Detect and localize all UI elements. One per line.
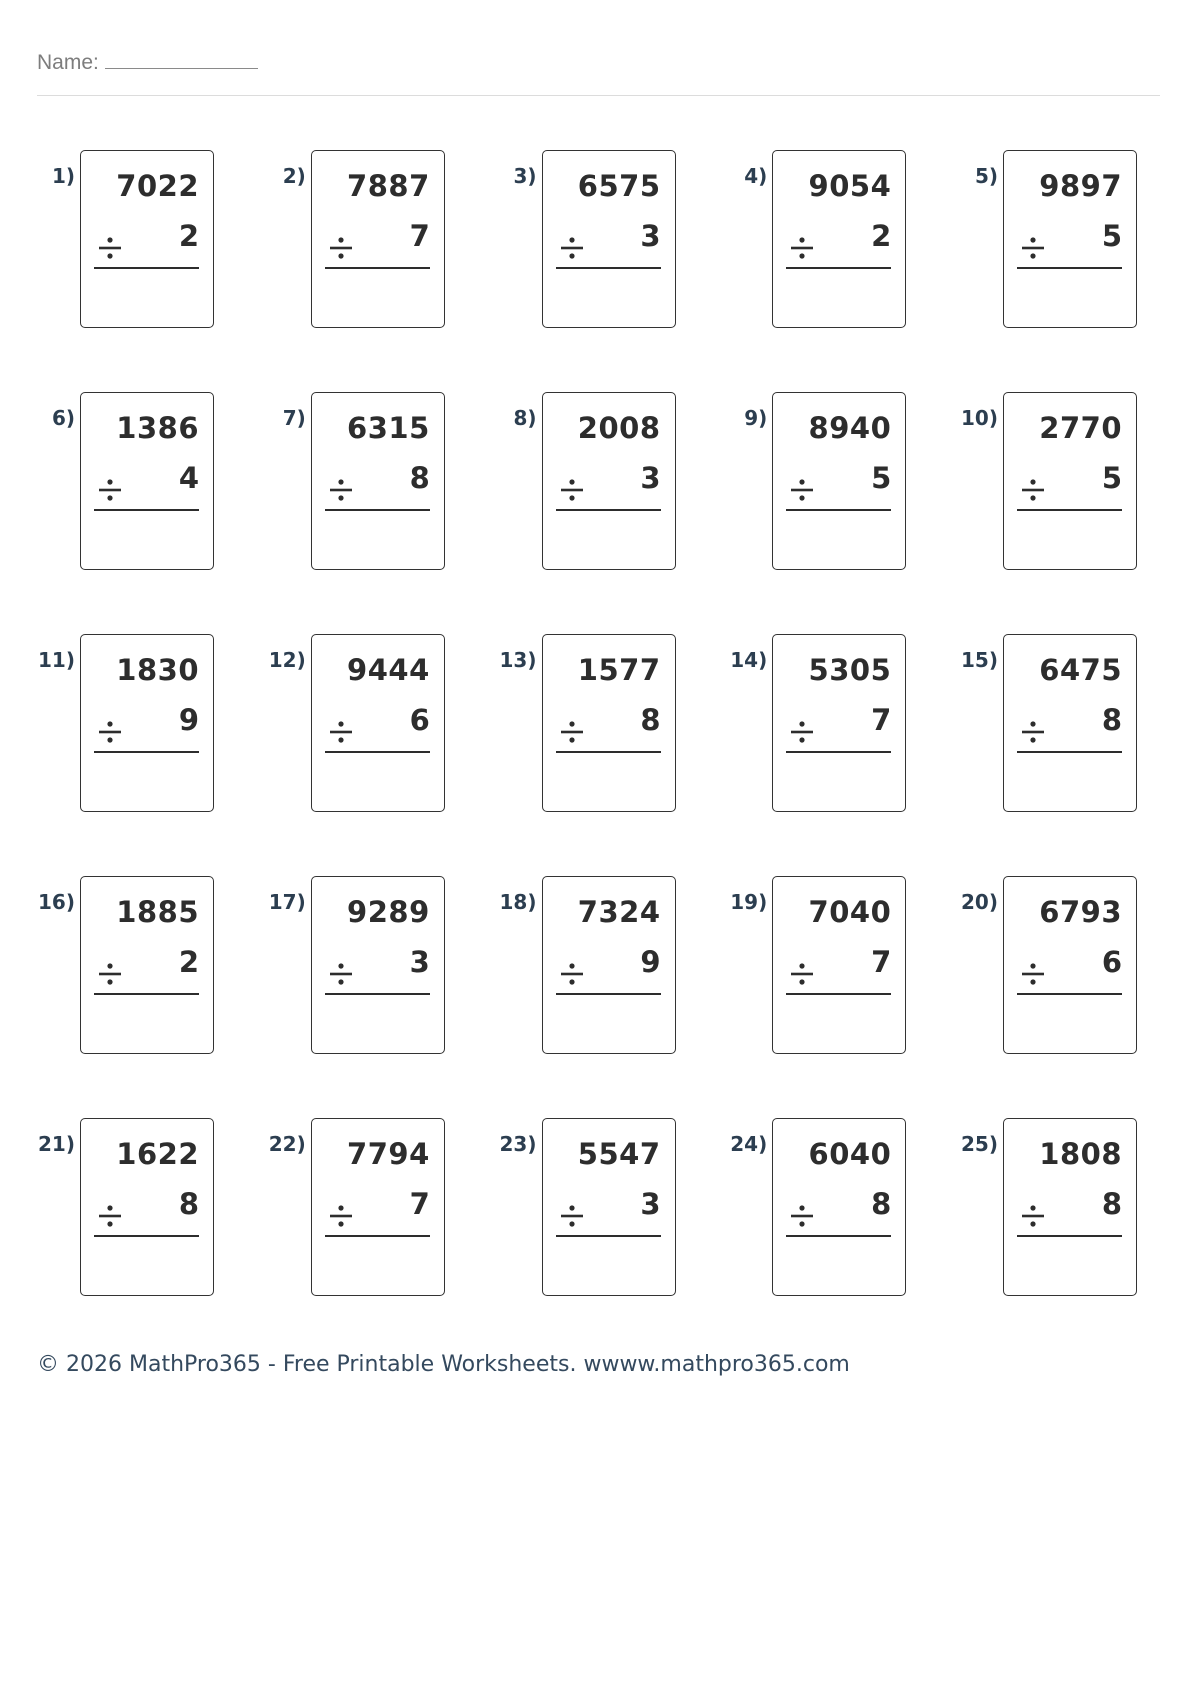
divisor: 2 (178, 219, 199, 253)
divisor: 8 (1101, 703, 1122, 737)
answer-line (556, 267, 661, 269)
answer-line (786, 1235, 891, 1237)
name-field[interactable] (37, 50, 258, 75)
problem-number: 16) (38, 890, 75, 914)
problem-card (772, 876, 906, 1054)
division-sign-icon (1020, 477, 1046, 503)
divisor: 6 (1101, 945, 1122, 979)
answer-line (325, 1235, 430, 1237)
dividend: 9289 (347, 895, 430, 929)
problem-card (311, 392, 445, 570)
dividend: 9897 (1039, 169, 1122, 203)
problem-item (37, 874, 268, 1116)
name-blank-line[interactable] (105, 50, 258, 69)
problem-item (499, 390, 730, 632)
division-sign-icon (559, 235, 585, 261)
problem-number: 17) (268, 890, 306, 914)
division-sign-icon (1020, 235, 1046, 261)
problem-item (268, 632, 499, 874)
problem-number: 23) (499, 1132, 537, 1156)
answer-line (556, 993, 661, 995)
division-sign-icon (789, 1203, 815, 1229)
division-sign-icon (789, 477, 815, 503)
divisor: 8 (1101, 1187, 1122, 1221)
answer-line (325, 267, 430, 269)
header-divider (37, 95, 1160, 96)
division-sign-icon (97, 961, 123, 987)
problem-card (1003, 150, 1137, 328)
problem-card (772, 1118, 906, 1296)
problem-number: 6) (51, 406, 75, 430)
problem-grid (37, 148, 1137, 1308)
dividend: 5305 (808, 653, 892, 687)
answer-line (94, 509, 199, 511)
name-label: Name: (37, 51, 99, 74)
problem-item (37, 1116, 268, 1358)
answer-line (786, 751, 891, 753)
division-sign-icon (328, 961, 354, 987)
problem-number: 11) (38, 648, 75, 672)
problem-card (1003, 876, 1137, 1054)
dividend: 1386 (116, 411, 199, 445)
division-sign-icon (559, 477, 585, 503)
answer-line (325, 993, 430, 995)
division-sign-icon (559, 719, 585, 745)
divisor: 8 (640, 703, 661, 737)
problem-card (80, 150, 214, 328)
division-sign-icon (1020, 1203, 1046, 1229)
dividend: 9444 (347, 653, 430, 687)
problem-card (311, 876, 445, 1054)
problem-item (499, 874, 730, 1116)
divisor: 7 (409, 1187, 430, 1221)
divisor: 7 (871, 945, 892, 979)
dividend: 1885 (116, 895, 199, 929)
answer-line (786, 993, 891, 995)
problem-item (268, 148, 499, 390)
problem-number: 19) (730, 890, 768, 914)
division-sign-icon (97, 235, 123, 261)
divisor: 6 (409, 703, 430, 737)
problem-item (499, 632, 730, 874)
problem-card (772, 150, 906, 328)
division-sign-icon (97, 719, 123, 745)
problem-number: 24) (730, 1132, 768, 1156)
answer-line (94, 1235, 199, 1237)
problem-number: 15) (961, 648, 998, 672)
problem-card (311, 150, 445, 328)
dividend: 6040 (808, 1137, 892, 1171)
divisor: 4 (178, 461, 199, 495)
division-sign-icon (328, 1203, 354, 1229)
dividend: 6315 (347, 411, 430, 445)
problem-card (80, 392, 214, 570)
problem-item (268, 874, 499, 1116)
problem-card (1003, 634, 1137, 812)
division-sign-icon (1020, 719, 1046, 745)
dividend: 2008 (577, 411, 661, 445)
dividend: 8940 (808, 411, 892, 445)
problem-number: 5) (974, 164, 998, 188)
problem-number: 21) (38, 1132, 75, 1156)
division-sign-icon (97, 1203, 123, 1229)
problem-item (729, 390, 960, 632)
dividend: 1830 (116, 653, 199, 687)
problem-card (542, 634, 676, 812)
problem-item (960, 1116, 1191, 1358)
answer-line (556, 1235, 661, 1237)
problem-item (960, 148, 1191, 390)
dividend: 5547 (577, 1137, 661, 1171)
problem-card (542, 392, 676, 570)
problem-number: 14) (730, 648, 768, 672)
problem-card (311, 1118, 445, 1296)
divisor: 3 (640, 1187, 661, 1221)
footer-copyright: © 2026 MathPro365 - Free Printable Worksheets. wwww.mathpro365.com (37, 1352, 850, 1377)
problem-number: 12) (268, 648, 306, 672)
dividend: 1577 (577, 653, 661, 687)
answer-line (786, 509, 891, 511)
problem-number: 3) (513, 164, 537, 188)
problem-number: 13) (499, 648, 537, 672)
dividend: 6575 (577, 169, 661, 203)
problem-card (542, 150, 676, 328)
answer-line (556, 509, 661, 511)
divisor: 8 (871, 1187, 892, 1221)
problem-item (960, 874, 1191, 1116)
answer-line (556, 751, 661, 753)
problem-card (80, 634, 214, 812)
divisor: 3 (640, 461, 661, 495)
problem-number: 25) (961, 1132, 998, 1156)
divisor: 3 (409, 945, 430, 979)
division-sign-icon (328, 477, 354, 503)
problem-card (772, 392, 906, 570)
division-sign-icon (789, 235, 815, 261)
problem-number: 9) (744, 406, 768, 430)
answer-line (1017, 993, 1122, 995)
divisor: 5 (871, 461, 892, 495)
problem-number: 4) (744, 164, 768, 188)
answer-line (1017, 1235, 1122, 1237)
problem-item (268, 390, 499, 632)
problem-item (729, 148, 960, 390)
answer-line (1017, 751, 1122, 753)
problem-item (960, 390, 1191, 632)
answer-line (94, 993, 199, 995)
problem-card (772, 634, 906, 812)
divisor: 2 (178, 945, 199, 979)
dividend: 7794 (347, 1137, 430, 1171)
division-sign-icon (789, 719, 815, 745)
dividend: 7324 (577, 895, 661, 929)
problem-item (499, 1116, 730, 1358)
division-sign-icon (328, 235, 354, 261)
problem-number: 10) (961, 406, 998, 430)
problem-item (37, 390, 268, 632)
problem-card (80, 876, 214, 1054)
divisor: 5 (1101, 219, 1122, 253)
problem-number: 7) (282, 406, 306, 430)
answer-line (325, 509, 430, 511)
dividend: 6475 (1039, 653, 1122, 687)
answer-line (786, 267, 891, 269)
divisor: 9 (178, 703, 199, 737)
divisor: 3 (640, 219, 661, 253)
division-sign-icon (97, 477, 123, 503)
problem-number: 22) (268, 1132, 306, 1156)
division-sign-icon (559, 1203, 585, 1229)
answer-line (94, 267, 199, 269)
division-sign-icon (559, 961, 585, 987)
problem-item (37, 148, 268, 390)
dividend: 7887 (347, 169, 430, 203)
problem-item (268, 1116, 499, 1358)
divisor: 5 (1101, 461, 1122, 495)
dividend: 2770 (1039, 411, 1122, 445)
problem-item (37, 632, 268, 874)
division-sign-icon (328, 719, 354, 745)
answer-line (94, 751, 199, 753)
dividend: 1622 (116, 1137, 199, 1171)
problem-item (729, 1116, 960, 1358)
problem-item (729, 874, 960, 1116)
problem-card (80, 1118, 214, 1296)
problem-card (1003, 1118, 1137, 1296)
divisor: 2 (871, 219, 892, 253)
problem-number: 8) (513, 406, 537, 430)
problem-number: 1) (51, 164, 75, 188)
divisor: 8 (409, 461, 430, 495)
problem-item (499, 148, 730, 390)
problem-card (542, 876, 676, 1054)
problem-item (960, 632, 1191, 874)
problem-number: 20) (961, 890, 998, 914)
problem-card (1003, 392, 1137, 570)
divisor: 7 (871, 703, 892, 737)
dividend: 7022 (116, 169, 199, 203)
dividend: 1808 (1039, 1137, 1122, 1171)
problem-card (311, 634, 445, 812)
divisor: 7 (409, 219, 430, 253)
division-sign-icon (1020, 961, 1046, 987)
problem-card (542, 1118, 676, 1296)
divisor: 8 (178, 1187, 199, 1221)
divisor: 9 (640, 945, 661, 979)
problem-number: 2) (282, 164, 306, 188)
division-sign-icon (789, 961, 815, 987)
dividend: 7040 (808, 895, 892, 929)
dividend: 9054 (808, 169, 892, 203)
answer-line (1017, 267, 1122, 269)
dividend: 6793 (1039, 895, 1122, 929)
answer-line (1017, 509, 1122, 511)
problem-item (729, 632, 960, 874)
problem-number: 18) (499, 890, 537, 914)
answer-line (325, 751, 430, 753)
